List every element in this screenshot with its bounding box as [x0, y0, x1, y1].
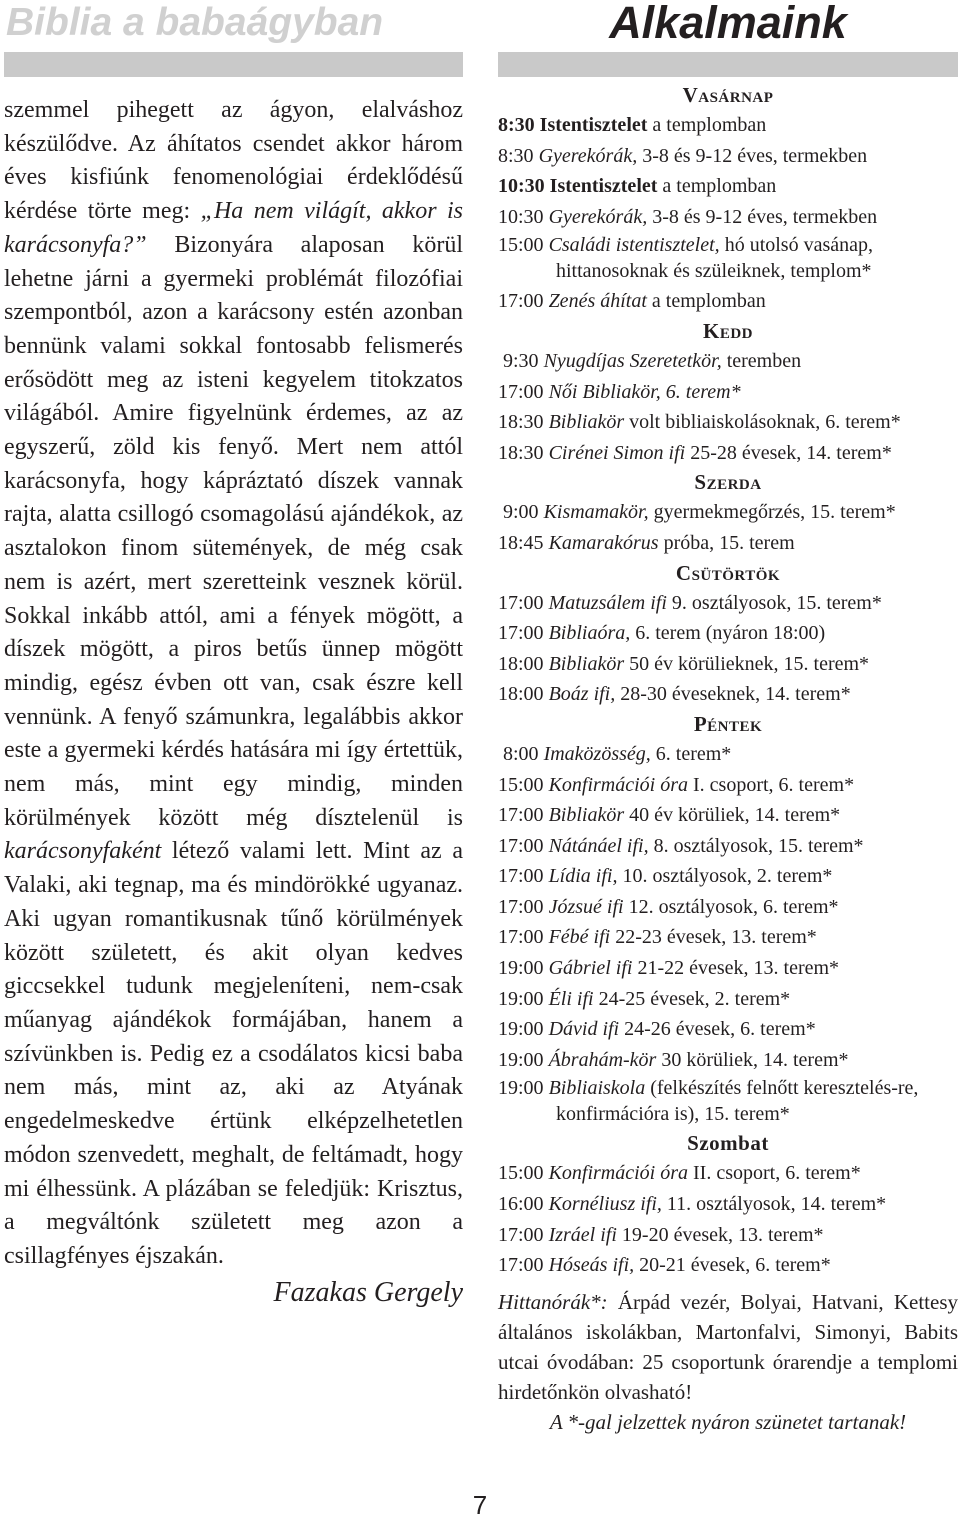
schedule-entry: 8:30 Gyerekórák, 3-8 és 9-12 éves, termekben	[498, 144, 868, 167]
schedule-entry: 17:00 Női Bibliakör, 6. terem*	[498, 380, 741, 403]
article-column	[4, 0, 463, 1310]
hittan-note	[498, 1287, 958, 1407]
schedule-entry: 10:30 Gyerekórák, 3-8 és 9-12 éves, termekben	[498, 205, 878, 228]
day-heading-saturday: Szombat	[687, 1131, 769, 1156]
schedule-entry: 18:30 Bibliakör volt bibliaiskolásoknak, 6. terem*	[498, 411, 901, 434]
schedule-entry: 17:00 Izráel ifi 19-20 évesek, 13. terem*	[498, 1223, 824, 1246]
schedule-entry: 15:00 Konfirmációi óra I. csoport, 6. terem*	[498, 773, 855, 796]
schedule-list	[498, 81, 958, 1437]
schedule-entry: 15:00 Családi istentisztelet, hó utolsó vasánap, hittanosoknak és szüleiknek, templom*	[498, 234, 873, 283]
schedule-entry: 17:00 Nátánáel ifi, 8. osztályosok, 15. terem*	[498, 834, 864, 857]
header-rule-right	[498, 52, 958, 77]
schedule-entry: 18:00 Bibliakör 50 év körülieknek, 15. terem*	[498, 652, 870, 675]
schedule-entry: 19:00 Éli ifi 24-25 évesek, 2. terem*	[498, 987, 791, 1010]
schedule-entry: 17:00 Fébé ifi 22-23 évesek, 13. terem*	[498, 926, 817, 949]
author-signature: Fazakas Gergely	[273, 1276, 463, 1308]
header-rule-left	[4, 52, 463, 77]
article-header: Biblia a babaágyban	[6, 1, 384, 44]
schedule-column	[498, 0, 958, 1437]
article-quote: „Ha nem világít, akkor is karácsonyfa?”	[4, 198, 464, 258]
summer-break-note: A *-gal jelzettek nyáron szünetet tartanak!	[549, 1409, 907, 1434]
schedule-entry: 17:00 Bibliaóra, 6. terem (nyáron 18:00)	[498, 622, 826, 645]
day-heading-tuesday: Kedd	[702, 318, 753, 343]
day-heading-thursday: Csütörtök	[675, 560, 781, 585]
schedule-entry: 19:00 Ábrahám-kör 30 körüliek, 14. terem*	[498, 1048, 849, 1071]
schedule-entry: 10:30 Istentisztelet a templomban	[498, 175, 777, 198]
article-emphasis: karácsonyfaként	[4, 838, 162, 865]
article-text-1: szemmel pihegett az ágyon, elalváshoz készülődve. Az áhítatos csendet akkor három éves kisfiúnk fenomenológiai érdeklődésű kérdése törte meg:	[4, 97, 463, 225]
day-heading-friday: Péntek	[693, 711, 763, 736]
schedule-entry: 9:00 Kismamakör, gyermekmegőrzés, 15. terem*	[503, 501, 896, 524]
schedule-entry: 19:00 Bibliaiskola (felkészítés felnőtt keresztelés-re, konfirmációra is), 15. terem*	[498, 1077, 919, 1126]
schedule-entry: 18:00 Boáz ifi, 28-30 éveseknek, 14. terem*	[498, 683, 851, 706]
schedule-entry: 9:30 Nyugdíjas Szeretetkör, teremben	[503, 349, 802, 372]
schedule-entry: 17:00 Hóseás ifi, 20-21 évesek, 6. terem*	[498, 1254, 831, 1277]
day-heading-wednesday: Szerda	[694, 470, 762, 495]
note-label: Hittanórák*:	[498, 1289, 608, 1314]
schedule-entry: 19:00 Gábriel ifi 21-22 évesek, 13. terem*	[498, 957, 840, 980]
schedule-entry: 18:45 Kamarakórus próba, 15. terem	[498, 531, 795, 554]
schedule-entry: 8:30 Istentisztelet a templomban	[498, 114, 767, 136]
article-text-3: létező valami lett. Mint az a Valaki, aki tegnap, ma és mindörökké ugyanaz. Aki ugyan romantikusnak tűnő körülmények között született, és akit olyan kedves giccsekkel tudunk megjeleníteni, nem-csak műanyag ajándékok formájában, hanem a szívünkben is. Pedig ez a csodálatos kicsi baba nem más, mint az, aki az Atyának engedelmeskedve értünk elképzelhetetlen módon szenvedett, meghalt, de feltámadt, hogy mi élhessünk. A plázában se feledjük: Krisztus, a megváltónk született meg azon a csillagfényes éjszakán.	[4, 838, 463, 1269]
schedule-entry: 17:00 Bibliakör 40 év körüliek, 14. terem*	[498, 804, 841, 827]
schedule-entry: 17:00 Matuzsálem ifi 9. osztályosok, 15. terem*	[498, 591, 882, 614]
day-heading-sunday: Vasárnap	[682, 83, 774, 107]
note-text: Árpád vezér, Bolyai, Hatvani, Kettesy általános iskolákban, Martonfalvi, Simonyi, Babits utcai óvodában: 25 csoportunk órarendje a templomi hirdetőnkön olvasható!	[498, 1289, 958, 1404]
schedule-entry: 18:30 Cirénei Simon ifi 25-28 évesek, 14. terem*	[498, 441, 892, 464]
page-number: 7	[472, 1490, 488, 1520]
article-text-2: Bizonyára alaposan körül lehetne járni a gyermeki problémát filozófiai szempontból, azon a karácsony estén azonban bennünk valami sokkal fontosabb felismerés erősödött meg az isteni kegyelem titokzatos világából. Amire figyelnünk érdemes, az az egyszerű, zöld kis fenyő. Mert nem attól karácsonyfa, hogy kápráztató díszek vannak rajta, alatta csillogó csomagolású ajándékok, az asztalokon finom sütemények, de még csak nem is azért, mert szeretteink vesznek körül. Sokkal inkább attól, ami a fények mögött, a díszek mögött, a piros betűs ünnep mögött mindig, egész évben ott van, csak észre kell vennünk. A fenyő számunkra, legalábbis akkor este a gyermeki kérdés hatására mi így értettük, nem más, mint egy mindig, minden körülmények között még dísztelenül is	[4, 231, 463, 831]
schedule-header: Alkalmaink	[609, 0, 847, 48]
article-paragraph	[4, 94, 463, 1274]
schedule-entry: 17:00 Józsué ifi 12. osztályosok, 6. terem*	[498, 895, 839, 918]
article-body	[4, 94, 463, 1274]
schedule-entry: 17:00 Zenés áhítat a templomban	[498, 290, 766, 313]
schedule-entry: 15:00 Konfirmációi óra II. csoport, 6. terem*	[498, 1162, 861, 1185]
schedule-entry: 16:00 Kornéliusz ifi, 11. osztályosok, 14. terem*	[498, 1193, 887, 1216]
schedule-entry: 17:00 Lídia ifi, 10. osztályosok, 2. terem*	[498, 865, 833, 888]
schedule-entry: 8:00 Imaközösség, 6. terem*	[503, 742, 732, 765]
schedule-entry: 19:00 Dávid ifi 24-26 évesek, 6. terem*	[498, 1018, 816, 1041]
